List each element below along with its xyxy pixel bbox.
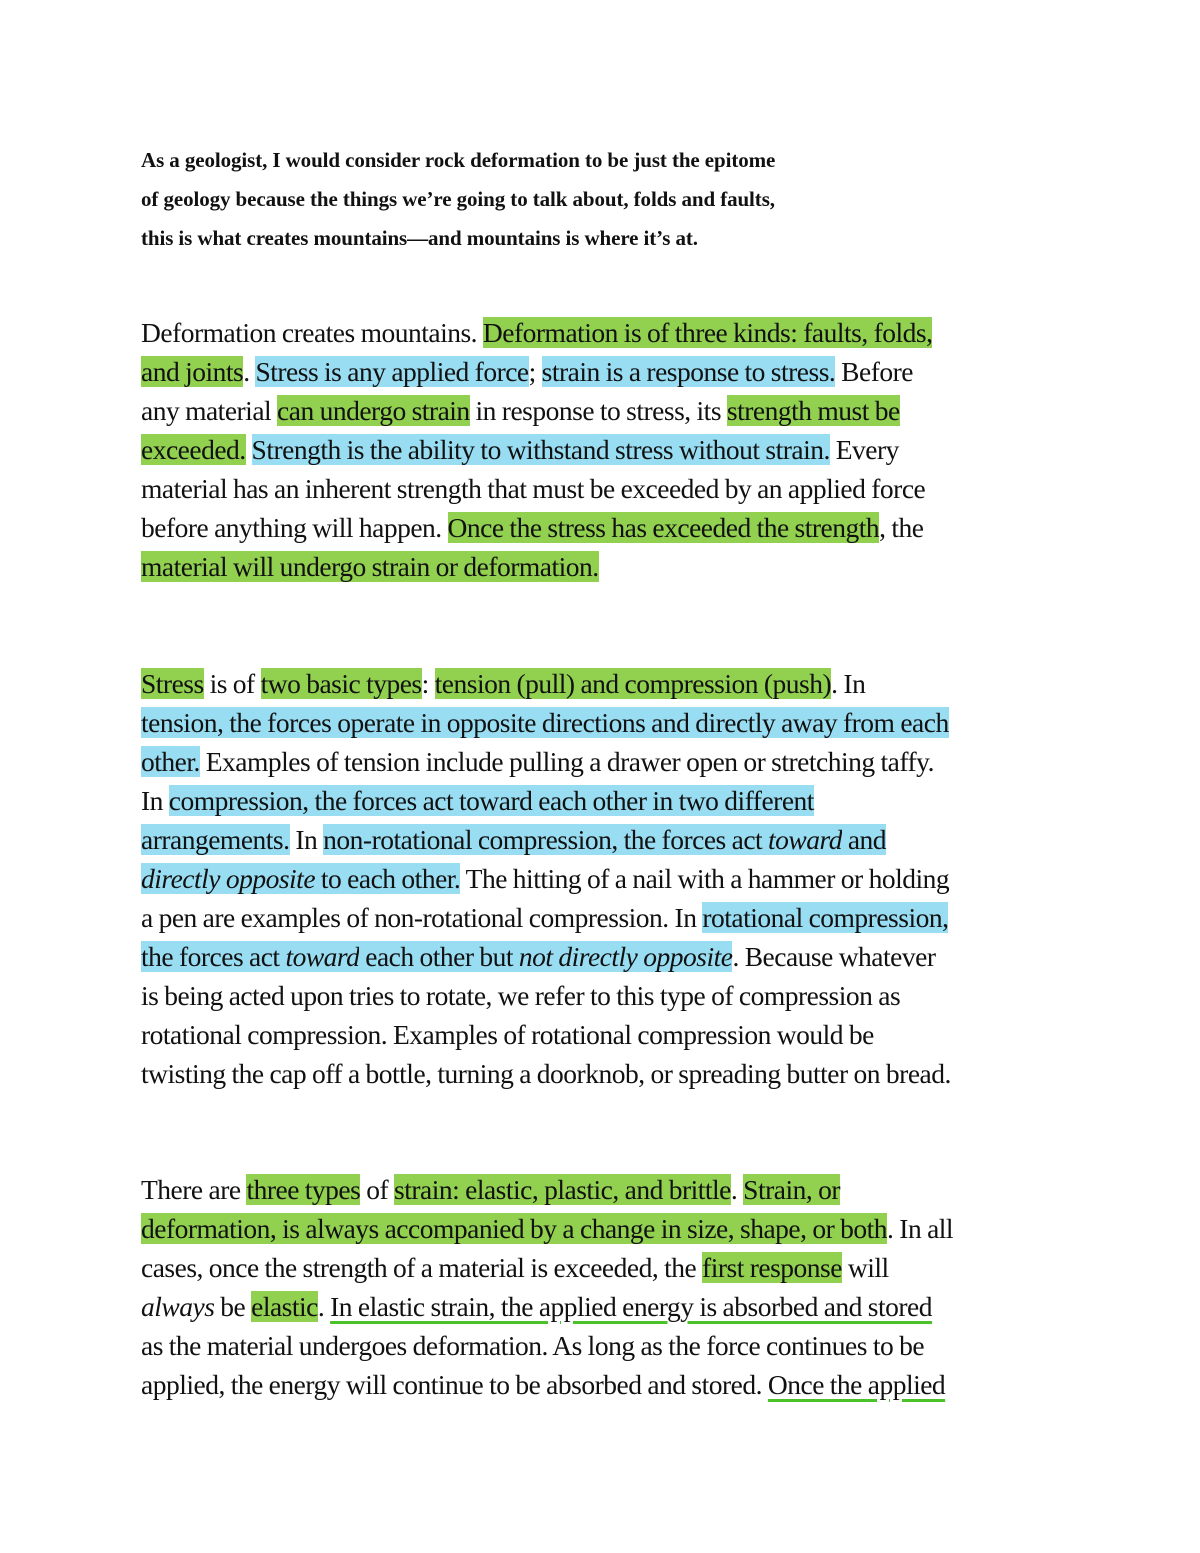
text-line xyxy=(141,547,1071,586)
text-run: Examples of tension include pulling a drawer open or stretching taffy. xyxy=(199,746,935,777)
green-highlight: deformation, is always accompanied by a change in size, shape, or both xyxy=(141,1213,888,1244)
blue-highlight: each other but xyxy=(359,941,519,972)
text-run: twisting the cap off a bottle, turning a doorknob, or spreading butter on bread. xyxy=(141,1058,951,1089)
text-line xyxy=(141,1365,1071,1404)
text-line xyxy=(141,469,1071,508)
text-run: . xyxy=(730,1174,744,1205)
text-run: In xyxy=(289,824,324,855)
paragraph-deformation xyxy=(141,313,1071,586)
green-highlight: exceeded. xyxy=(141,434,246,465)
text-line xyxy=(141,859,1071,898)
green-highlight: Stress xyxy=(141,668,204,699)
text-run: . In all xyxy=(887,1213,954,1244)
green-highlight: Deformation is of three kinds: faults, folds, xyxy=(482,317,933,348)
blue-highlight: the forces act xyxy=(141,941,286,972)
green-highlight: and joints xyxy=(141,356,244,387)
blue-highlight: non-rotational compression, the forces act xyxy=(323,824,769,855)
text-run: ; xyxy=(528,356,542,387)
blue-highlight: and xyxy=(841,824,887,855)
blue-highlight: to each other. xyxy=(315,863,461,894)
blue-highlight: arrangements. xyxy=(141,824,290,855)
text-run: be xyxy=(214,1291,252,1322)
text-line xyxy=(141,1326,1071,1365)
text-run: . xyxy=(317,1291,331,1322)
text-run: will xyxy=(841,1252,889,1283)
green-highlight: two basic types xyxy=(260,668,422,699)
text-run xyxy=(246,434,252,465)
text-run: rotational compression. Examples of rotational compression would be xyxy=(141,1019,874,1050)
green-highlight: tension (pull) and compression (push) xyxy=(434,668,832,699)
text-run: Deformation creates mountains. xyxy=(141,317,483,348)
text-run: a pen are examples of non-rotational compression. In xyxy=(141,902,703,933)
green-highlight: Strain, or xyxy=(743,1174,841,1205)
text-line xyxy=(141,1287,1071,1326)
quote-line: this is what creates mountains—and mountains is where it’s at. xyxy=(141,226,698,250)
text-run: in response to stress, its xyxy=(469,395,727,426)
text-run: any material xyxy=(141,395,278,426)
blue-highlight-italic: toward xyxy=(768,824,842,855)
text-run: before anything will happen. xyxy=(141,512,448,543)
text-line xyxy=(141,1054,1071,1093)
text-line xyxy=(141,937,1071,976)
blue-highlight: compression, the forces act toward each other in two different xyxy=(168,785,814,816)
text-line xyxy=(141,430,1071,469)
italic-text: always xyxy=(141,1291,215,1322)
green-underline: Once the applied xyxy=(767,1369,946,1400)
paragraph-strain xyxy=(141,1170,1071,1404)
bold-quote xyxy=(141,143,1041,260)
quote-line: of geology because the things we’re going to talk about, folds and faults, xyxy=(141,187,775,211)
blue-highlight: other. xyxy=(141,746,200,777)
text-run: . Because whatever xyxy=(732,941,936,972)
text-line xyxy=(141,664,1071,703)
text-run: In xyxy=(141,785,169,816)
blue-highlight: Strength is the ability to withstand stress without strain. xyxy=(251,434,830,465)
text-line xyxy=(141,352,1071,391)
blue-highlight: strain is a response to stress. xyxy=(541,356,836,387)
blue-highlight: tension, the forces operate in opposite directions and directly away from each xyxy=(141,707,949,738)
green-highlight: material will undergo strain or deformation. xyxy=(141,551,599,582)
text-run: The hitting of a nail with a hammer or holding xyxy=(460,863,950,894)
text-run: material has an inherent strength that must be exceeded by an applied force xyxy=(141,473,926,504)
green-highlight: strain: elastic, plastic, and brittle xyxy=(394,1174,731,1205)
blue-highlight-italic: not directly opposite xyxy=(518,941,733,972)
text-line xyxy=(141,1248,1071,1287)
text-line xyxy=(141,508,1071,547)
green-highlight: Once the stress has exceeded the strength xyxy=(447,512,880,543)
text-line xyxy=(141,1209,1071,1248)
text-run: cases, once the strength of a material is exceeded, the xyxy=(141,1252,703,1283)
text-run: There are xyxy=(141,1174,247,1205)
green-highlight: three types xyxy=(246,1174,361,1205)
text-run: applied, the energy will continue to be absorbed and stored. xyxy=(141,1369,768,1400)
text-run: as the material undergoes deformation. As long as the force continues to be xyxy=(141,1330,925,1361)
text-run: of xyxy=(360,1174,394,1205)
text-run: . In xyxy=(831,668,866,699)
text-line xyxy=(141,313,1071,352)
text-run: is being acted upon tries to rotate, we refer to this type of compression as xyxy=(141,980,901,1011)
green-underline: In elastic strain, the applied energy is absorbed and stored xyxy=(330,1291,932,1322)
text-line xyxy=(141,391,1071,430)
text-line xyxy=(141,781,1071,820)
text-line xyxy=(141,898,1071,937)
green-highlight: first response xyxy=(702,1252,842,1283)
paragraph-stress xyxy=(141,664,1071,1093)
text-line xyxy=(141,703,1071,742)
text-line xyxy=(141,820,1071,859)
text-run: : xyxy=(421,668,435,699)
text-line xyxy=(141,742,1071,781)
text-line xyxy=(141,1170,1071,1209)
blue-highlight: Stress is any applied force xyxy=(255,356,529,387)
text-run: is of xyxy=(203,668,261,699)
text-run: , the xyxy=(879,512,924,543)
text-line xyxy=(141,1015,1071,1054)
blue-highlight-italic: toward xyxy=(285,941,360,972)
green-highlight: elastic xyxy=(251,1291,318,1322)
text-run: Before xyxy=(835,356,913,387)
green-highlight: strength must be xyxy=(726,395,900,426)
quote-line: As a geologist, I would consider rock deformation to be just the epitome xyxy=(141,148,776,172)
text-run: . xyxy=(243,356,256,387)
text-line xyxy=(141,976,1071,1015)
green-highlight: can undergo strain xyxy=(277,395,470,426)
blue-highlight-italic: directly opposite xyxy=(141,863,316,894)
blue-highlight: rotational compression, xyxy=(702,902,949,933)
text-run: Every xyxy=(829,434,899,465)
